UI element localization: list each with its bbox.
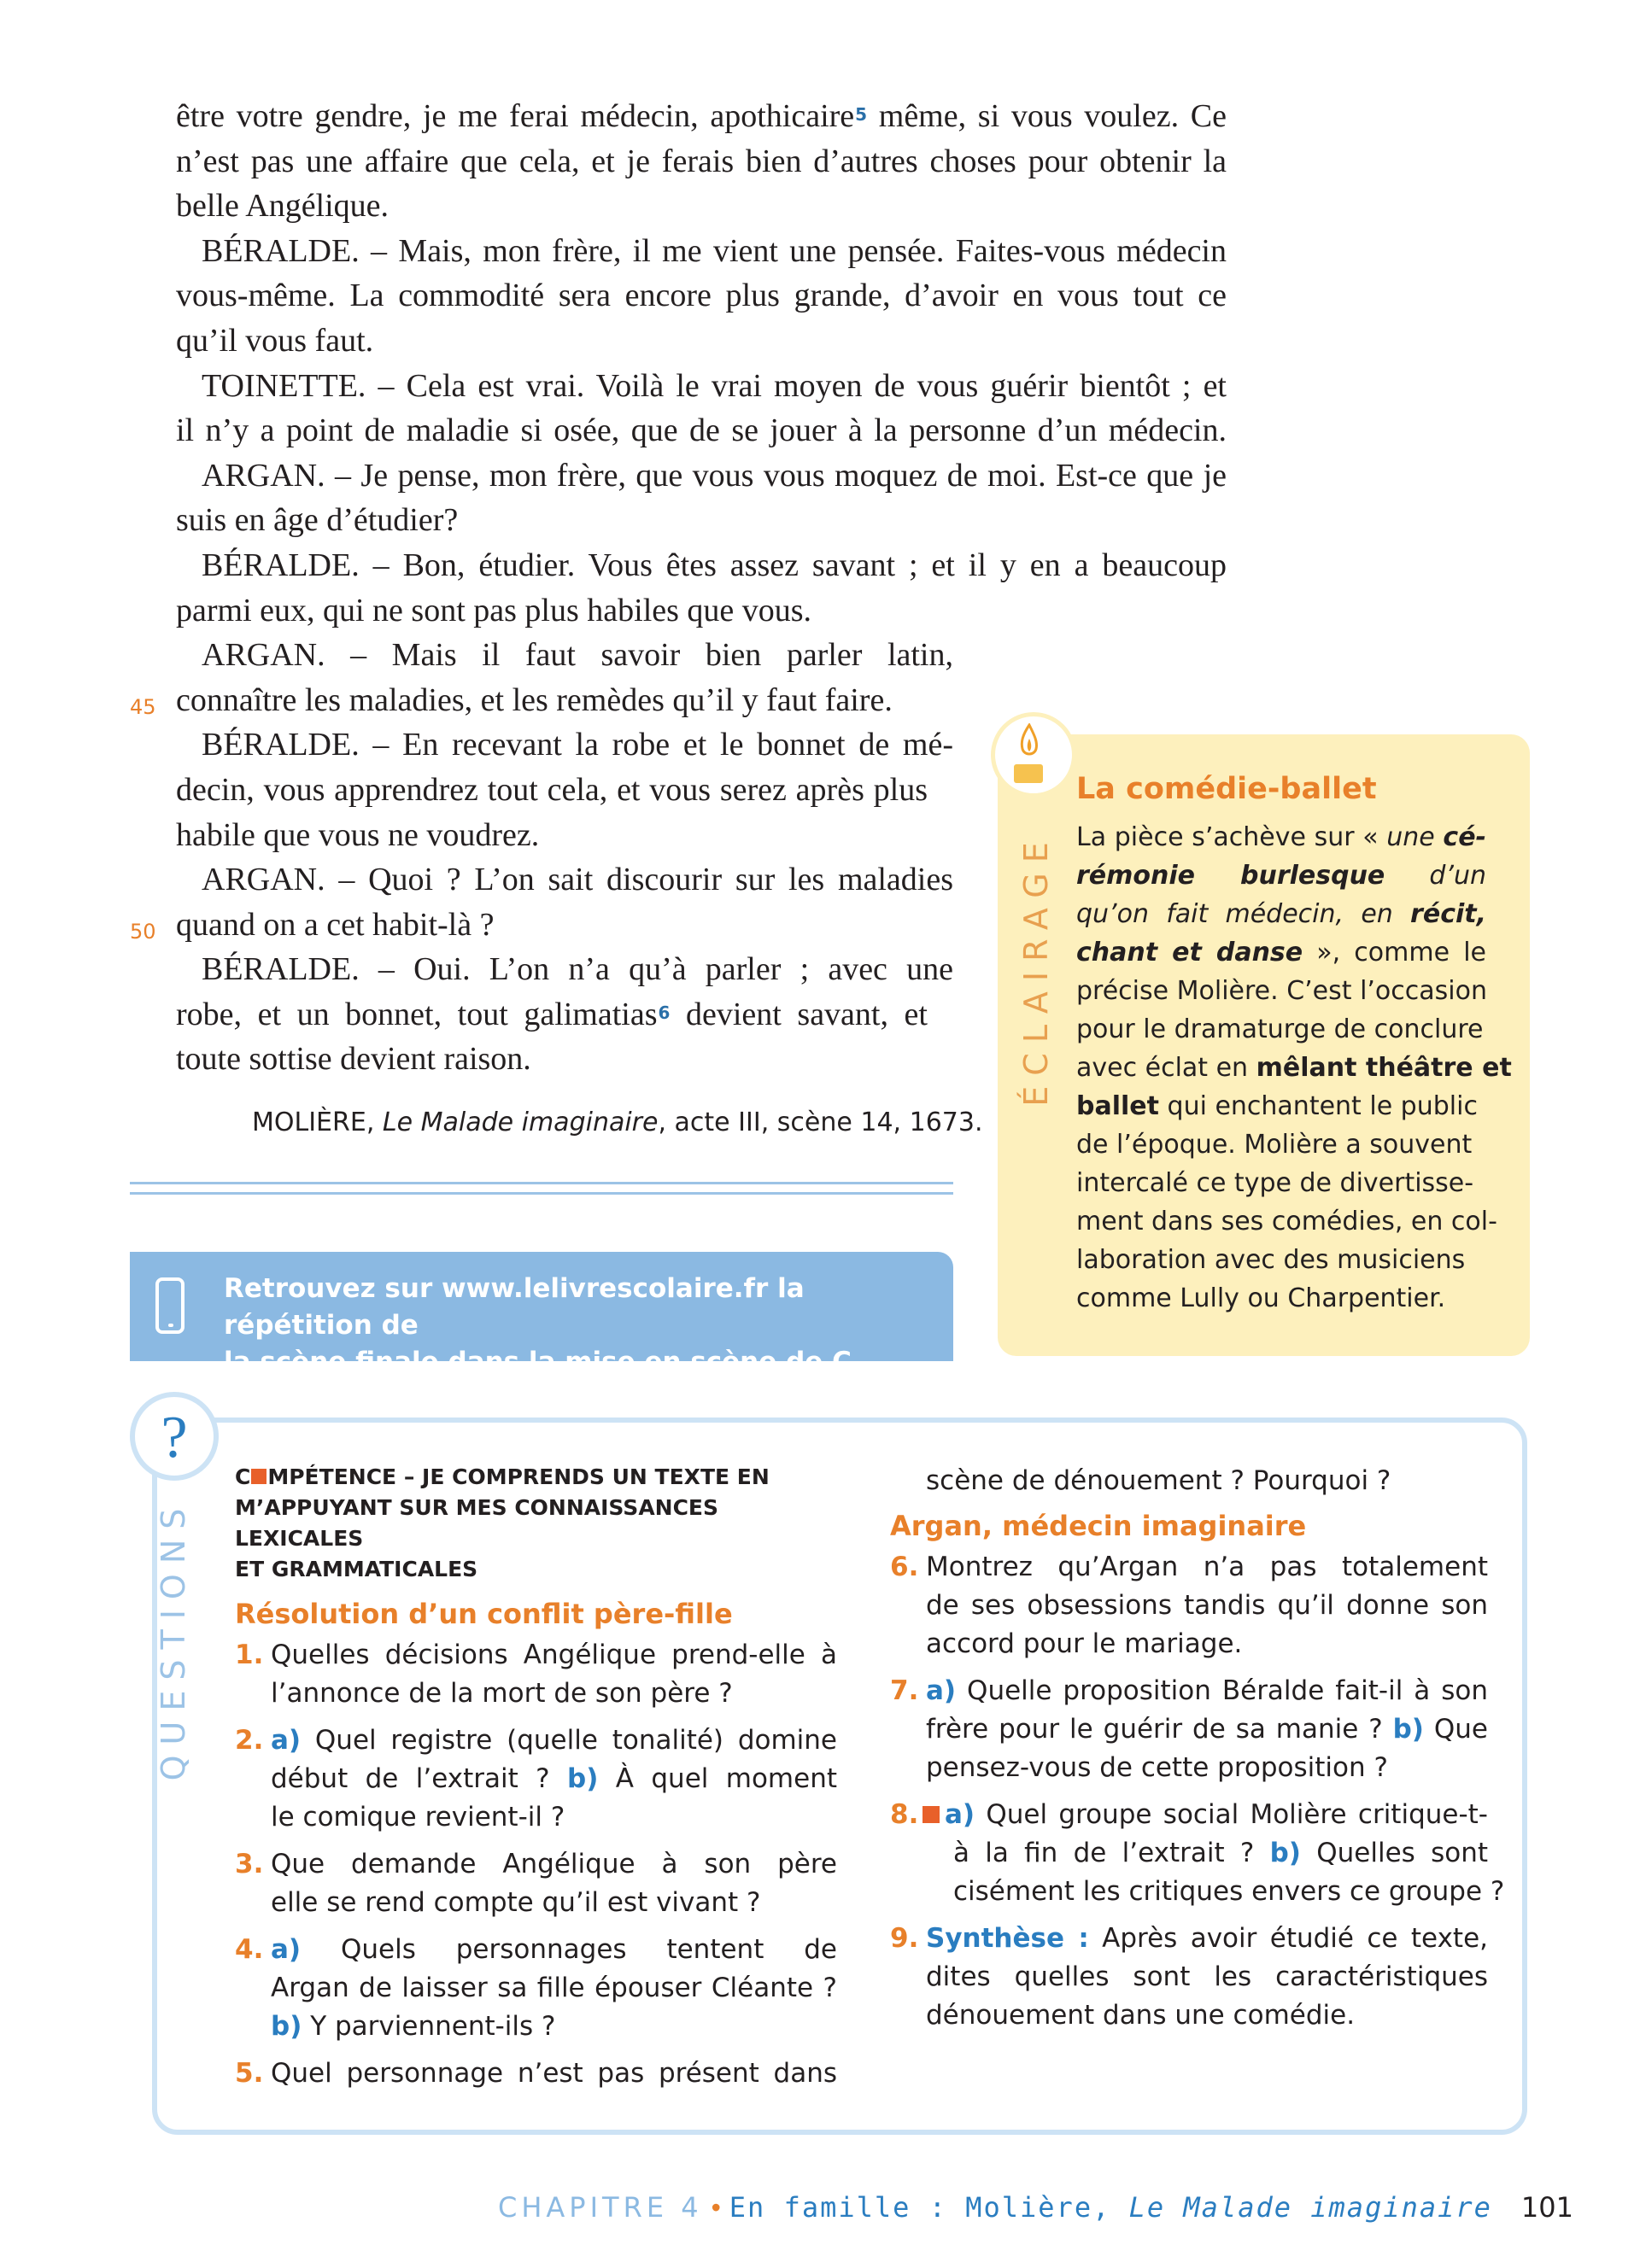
play-line: qu’il vous faut. — [176, 322, 374, 359]
play-line: vous-même. La commodité sera encore plus grande, d’avoir en vous tout ce — [176, 278, 1227, 314]
oral-square-icon — [922, 1806, 940, 1823]
question-item: 3. Que demande Angélique à son père elle se rend compte qu’il est vivant ? — [235, 1849, 837, 1918]
source-citation: MOLIÈRE, Le Malade imaginaire, acte III, scène 14, 1673. — [252, 1108, 983, 1137]
page-number: 101 — [1520, 2191, 1573, 2224]
question-mark-icon: ? — [130, 1392, 219, 1481]
eclairage-line: comme Lully ou Charpentier. — [1076, 1283, 1446, 1313]
eclairage-line: ballet qui enchantent le public — [1076, 1091, 1478, 1121]
eclairage-line: pour le dramaturge de conclure — [1076, 1014, 1484, 1044]
line-number: 50 — [130, 919, 156, 944]
question-item: 6. Montrez qu’Argan n’a pas totalement de ses obsessions tandis qu’il donne son accord pour le mariage. — [890, 1552, 1488, 1659]
competence-heading: C MPÉTENCE – JE COMPRENDS UN TEXTE EN M’APPUYANT SUR MES CONNAISSANCES LEXICALES ET GRAMMATICALES — [235, 1464, 770, 1581]
play-line: robe, et un bonnet, tout galimatias$^6$ devient savant, et — [176, 996, 928, 1032]
chapter-title: En famille : Molière, Le Malade imaginaire — [729, 2191, 1492, 2224]
eclairage-title: La comédie-ballet — [1076, 772, 1377, 806]
eclairage-line: ment dans ses comédies, en col- — [1076, 1207, 1497, 1236]
chapter-label: CHAPITRE 4 — [498, 2191, 703, 2224]
eclairage-line: de l’époque. Molière a souvent — [1076, 1130, 1473, 1160]
tablet-icon — [155, 1277, 184, 1334]
play-line: BÉRALDE. – Mais, mon frère, il me vient une pensée. Faites-vous médecin — [202, 232, 1227, 269]
flame-icon — [1017, 723, 1041, 761]
play-line: 45 connaître les maladies, et les remèdes qu’il y faut faire. — [176, 678, 1227, 723]
bullet-icon: • — [711, 2192, 721, 2223]
question-item: 8. a) Quel groupe social Molière critique-t- à la fin de l’extrait ? b) Quelles sont cisément les critiques envers ce groupe ? — [890, 1799, 1505, 1907]
divider — [130, 1182, 953, 1184]
eclairage-line: précise Molière. C’est l’occasion — [1076, 976, 1487, 1006]
section-heading: Argan, médecin imaginaire — [890, 1510, 1307, 1542]
online-resource-box[interactable] — [130, 1252, 953, 1414]
questions-column-right — [890, 1462, 1505, 2043]
play-line: 50 quand on a cet habit-là ? — [176, 903, 1227, 948]
play-line: belle Angélique. — [176, 188, 390, 225]
play-line: parmi eux, qui ne sont pas plus habiles que vous. — [176, 592, 812, 628]
online-text-line: Retrouvez sur www.lelivrescolaire.fr la répétition de — [224, 1273, 805, 1341]
online-text-line: la scène finale dans la mise en scène de C. Stratz. — [224, 1347, 862, 1414]
play-line: habile que vous ne voudrez. — [176, 816, 540, 853]
eclairage-line: intercalé ce type de divertisse- — [1076, 1168, 1474, 1198]
question-item: 1. Quelles décisions Angélique prend-elle à l’annonce de la mort de son père ? — [235, 1640, 837, 1709]
divider — [130, 1192, 953, 1195]
eclairage-label: ÉCLAIRAGE — [1017, 832, 1055, 1107]
play-line: TOINETTE. – Cela est vrai. Voilà le vrai moyen de vous guérir bientôt ; et — [202, 367, 1227, 404]
eclairage-body — [1076, 818, 1512, 1318]
play-line: ARGAN. – Quoi ? L’on sait discourir sur les maladies — [202, 862, 953, 898]
eclairage-line: La pièce s’achève sur « une cé- — [1076, 822, 1486, 852]
play-line: il n’y a point de maladie si osée, que de se jouer à la personne d’un médecin. — [176, 412, 1227, 449]
square-icon — [251, 1469, 266, 1484]
play-line: n’est pas une affaire que cela, et je ferais bien d’autres choses pour obtenir la — [176, 143, 1227, 179]
question-item: 2. a) Quel registre (quelle tonalité) domine début de l’extrait ? b) À quel moment le comique revient-il ? — [235, 1725, 837, 1833]
questions-column-left — [235, 1462, 837, 2101]
question-item: 7. a) Quelle proposition Béralde fait-il à son frère pour le guérir de sa manie ? b) Que pensez-vous de cette proposition ? — [890, 1675, 1488, 1783]
question-item: 4. a) Quels personnages tentent de Argan de laisser sa fille épouser Cléante ? b) Y parviennent-ils ? — [235, 1934, 837, 2042]
eclairage-line: avec éclat en mêlant théâtre et — [1076, 1053, 1512, 1083]
line-number: 45 — [130, 694, 156, 719]
play-line: ARGAN. – Mais il faut savoir bien parler latin, — [202, 637, 953, 674]
eclairage-line: laboration avec des musiciens — [1076, 1245, 1466, 1275]
play-line: ARGAN. – Je pense, mon frère, que vous vous moquez de moi. Est-ce que je — [202, 457, 1227, 494]
play-line: decin, vous apprendrez tout cela, et vous serez après plus — [176, 771, 928, 808]
footnote-ref[interactable]: 5 — [855, 104, 868, 125]
eclairage-box — [998, 734, 1530, 1356]
candle-wax — [1014, 764, 1043, 783]
eclairage-line: chant et danse », comme le — [1076, 938, 1486, 967]
play-line: BÉRALDE. – En recevant la robe et le bonnet de mé- — [202, 727, 953, 763]
question-item: 5. Quel personnage n’est pas présent dans — [235, 2058, 837, 2089]
play-line: suis en âge d’étudier? — [176, 502, 459, 539]
questions-label: QUESTIONS — [155, 1498, 192, 1781]
play-line: être votre gendre, je me ferai médecin, apothicaire$^5$ même, si vous voulez. Ce — [176, 98, 1227, 134]
page-footer — [498, 2191, 1573, 2224]
question-item-continued: scène de dénouement ? Pourquoi ? — [926, 1465, 1391, 1496]
section-heading: Résolution d’un conflit père-fille — [235, 1598, 733, 1630]
play-line: BÉRALDE. – Oui. L’on n’a qu’à parler ; avec une — [202, 951, 953, 988]
question-item: 9. Synthèse : Après avoir étudié ce texte, dites quelles sont les caractéristiques dénouement dans une comédie. — [890, 1923, 1488, 2031]
eclairage-line: rémonie burlesque d’un — [1076, 861, 1486, 891]
play-line: BÉRALDE. – Bon, étudier. Vous êtes assez savant ; et il y en a beaucoup — [202, 547, 1227, 583]
footnote-ref[interactable]: 6 — [658, 1002, 671, 1023]
eclairage-line: qu’on fait médecin, en récit, — [1076, 899, 1486, 929]
play-line: toute sottise devient raison. — [176, 1041, 531, 1078]
candle-icon — [991, 712, 1076, 798]
